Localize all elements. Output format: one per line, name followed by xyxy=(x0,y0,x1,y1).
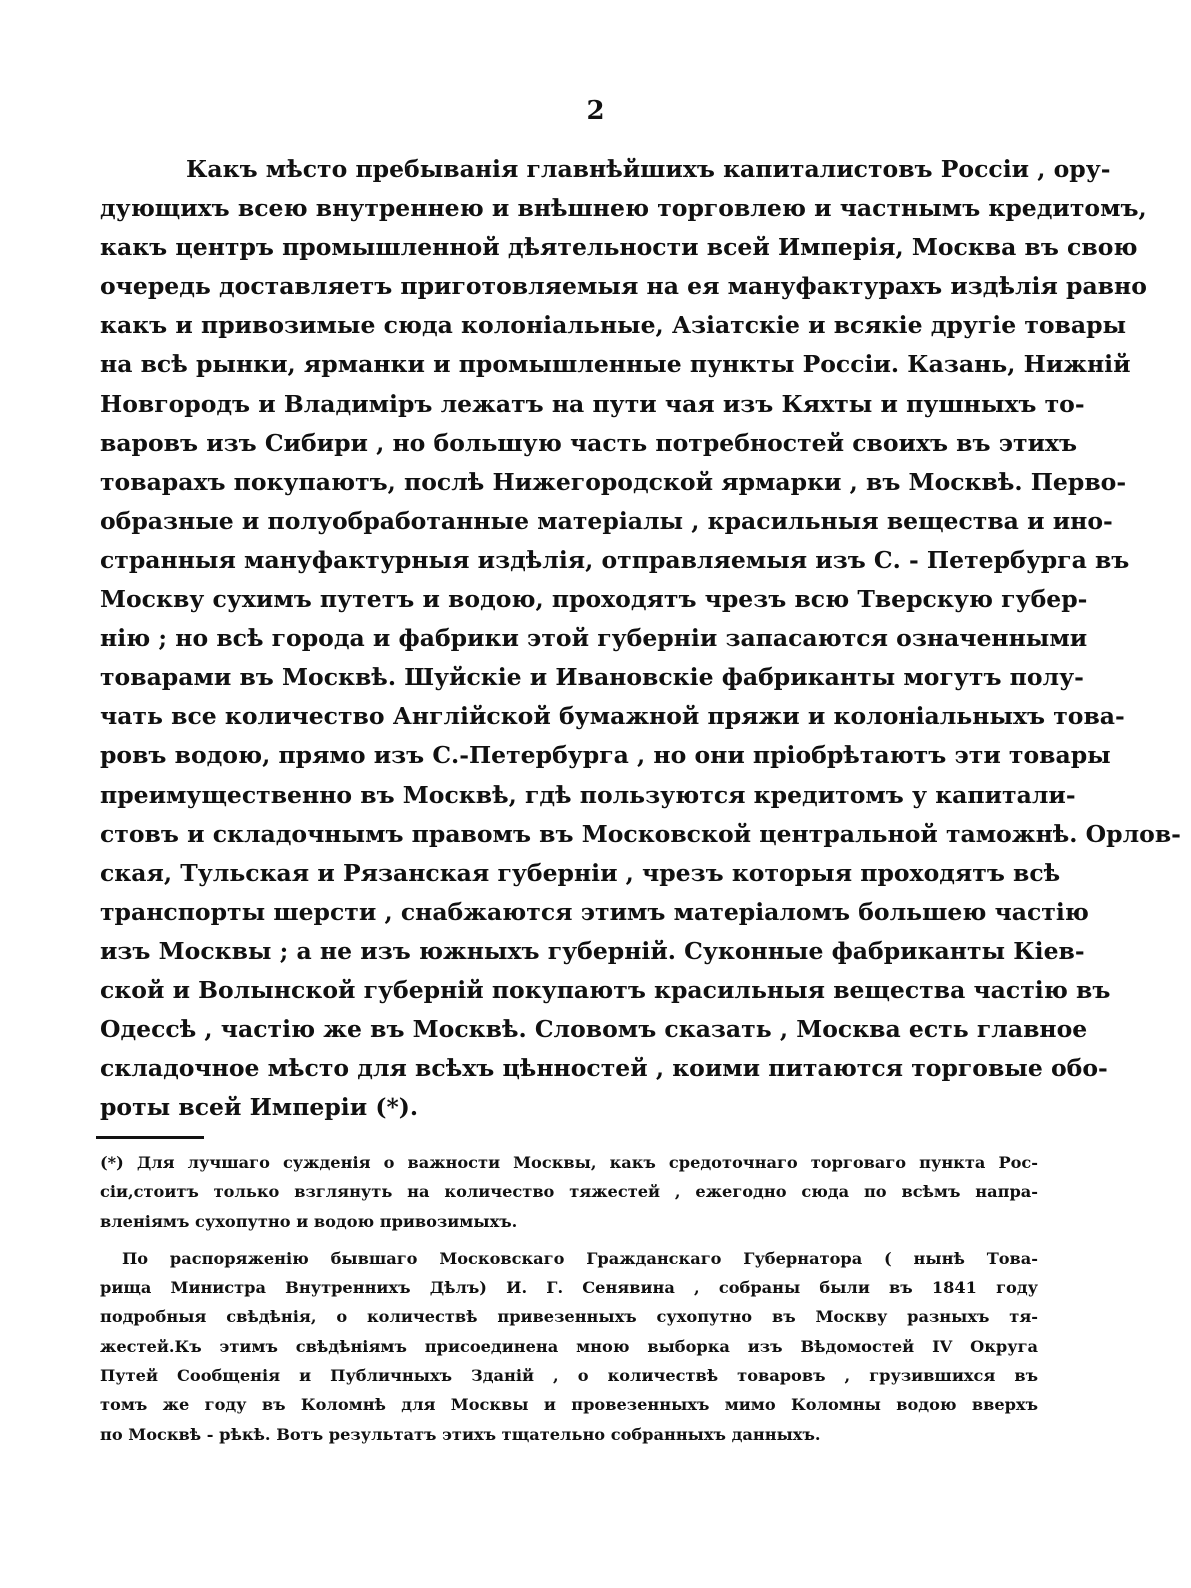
text-line: товарахъ покупаютъ, послѣ Нижегородской ярмарки , въ Москвѣ. Перво- xyxy=(100,467,1127,496)
text-line: образные и полуобработанные матеріалы , красильныя вещества и ино- xyxy=(100,506,1113,535)
footnote-line: подробныя свѣдѣнія, о количествѣ привезенныхъ сухопутно въ Москву разныхъ тя- xyxy=(100,1307,1038,1327)
text-line: дующихъ всею внутреннею и внѣшнею торговлею и частнымъ кредитомъ, xyxy=(100,194,1147,223)
text-line: какъ центръ промышленной дѣятельности всей Имперія, Москва въ свою xyxy=(100,233,1138,262)
text-line: чать все количество Англійской бумажной пряжи и колоніальныхъ това- xyxy=(100,702,1125,731)
footnote-first-paragraph xyxy=(100,1148,1038,1236)
footnote-second-paragraph xyxy=(100,1244,1038,1449)
text-line: складочное мѣсто для всѣхъ цѣнностей , коими питаются торговые обо- xyxy=(100,1054,1108,1083)
footnote-line: вленіямъ сухопутно и водою привозимыхъ. xyxy=(100,1211,518,1231)
text-line: варовъ изъ Сибири , но большую часть потребностей своихъ въ этихъ xyxy=(100,428,1078,457)
footnote-line: (*) Для лучшаго сужденія о важности Москвы, какъ средоточнаго торговаго пункта Рос- xyxy=(100,1153,1038,1172)
footnote-line: сіи,стоитъ только взглянуть на количество тяжестей , ежегодно сюда по всѣмъ напра- xyxy=(100,1182,1038,1202)
text-line: товарами въ Москвѣ. Шуйскіе и Ивановскіе фабриканты могутъ полу- xyxy=(100,663,1084,692)
footnote-line: рища Министра Внутреннихъ Дѣлъ) И. Г. Сенявина , собраны были въ 1841 году xyxy=(100,1278,1038,1298)
text-line: преимущественно въ Москвѣ, гдѣ пользуются кредитомъ у капитали- xyxy=(100,780,1076,809)
page-number: 2 xyxy=(586,96,605,126)
text-line: роты всей Имперіи (*). xyxy=(100,1093,419,1122)
text-line: ровъ водою, прямо изъ С.-Петербурга , но они пріобрѣтаютъ эти товары xyxy=(100,741,1111,770)
main-paragraph xyxy=(100,150,1181,1127)
text-line: изъ Москвы ; а не изъ южныхъ губерній. Суконные фабриканты Кіев- xyxy=(100,936,1085,965)
text-line: нію ; но всѣ города и фабрики этой губерніи запасаются означенными xyxy=(100,624,1088,653)
footnote-line: по Москвѣ - рѣкѣ. Вотъ результатъ этихъ тщательно собранныхъ данныхъ. xyxy=(100,1424,821,1444)
text-line: очередь доставляетъ приготовляемыя на ея мануфактурахъ издѣлія равно xyxy=(100,272,1147,301)
footnotes xyxy=(100,1148,1038,1449)
text-line: стовъ и складочнымъ правомъ въ Московской центральной таможнѣ. Орлов- xyxy=(100,819,1181,848)
text-line: ской и Волынской губерній покупаютъ красильныя вещества частію въ xyxy=(100,975,1111,1004)
text-line: какъ и привозимые сюда колоніальные, Азіатскіе и всякіе другіе товары xyxy=(100,311,1127,340)
text-line: Москву сухимъ путетъ и водою, проходятъ чрезъ всю Тверскую губер- xyxy=(100,585,1088,614)
text-line: ская, Тульская и Рязанская губерніи , чрезъ которыя проходятъ всѣ xyxy=(100,858,1061,887)
text-line: Одессѣ , частію же въ Москвѣ. Словомъ сказать , Москва есть главное xyxy=(100,1015,1088,1044)
footnote-line: томъ же году въ Коломнѣ для Москвы и провезенныхъ мимо Коломны водою вверхъ xyxy=(100,1395,1038,1415)
text-line: Новгородъ и Владиміръ лежатъ на пути чая изъ Кяхты и пушныхъ то- xyxy=(100,389,1085,418)
footnote-line: жестей.Къ этимъ свѣдѣніямъ присоединена мною выборка изъ Вѣдомостей IV Округа xyxy=(100,1336,1038,1356)
footnote-line: Путей Сообщенія и Публичныхъ Зданій , о количествѣ товаровъ , грузившихся въ xyxy=(100,1366,1038,1386)
text-line: странныя мануфактурныя издѣлія, отправляемыя изъ С. - Петербурга въ xyxy=(100,545,1130,574)
text-line: Какъ мѣсто пребыванія главнѣйшихъ капиталистовъ Россіи , ору- xyxy=(186,155,1111,183)
footnote-line: По распоряженію бывшаго Московскаго Гражданскаго Губернатора ( нынѣ Това- xyxy=(122,1248,1038,1268)
text-line: на всѣ рынки, ярманки и промышленные пункты Россіи. Казань, Нижній xyxy=(100,350,1131,379)
text-line: транспорты шерсти , снабжаются этимъ матеріаломъ большею частію xyxy=(100,897,1089,926)
footnote-separator xyxy=(96,1136,204,1139)
